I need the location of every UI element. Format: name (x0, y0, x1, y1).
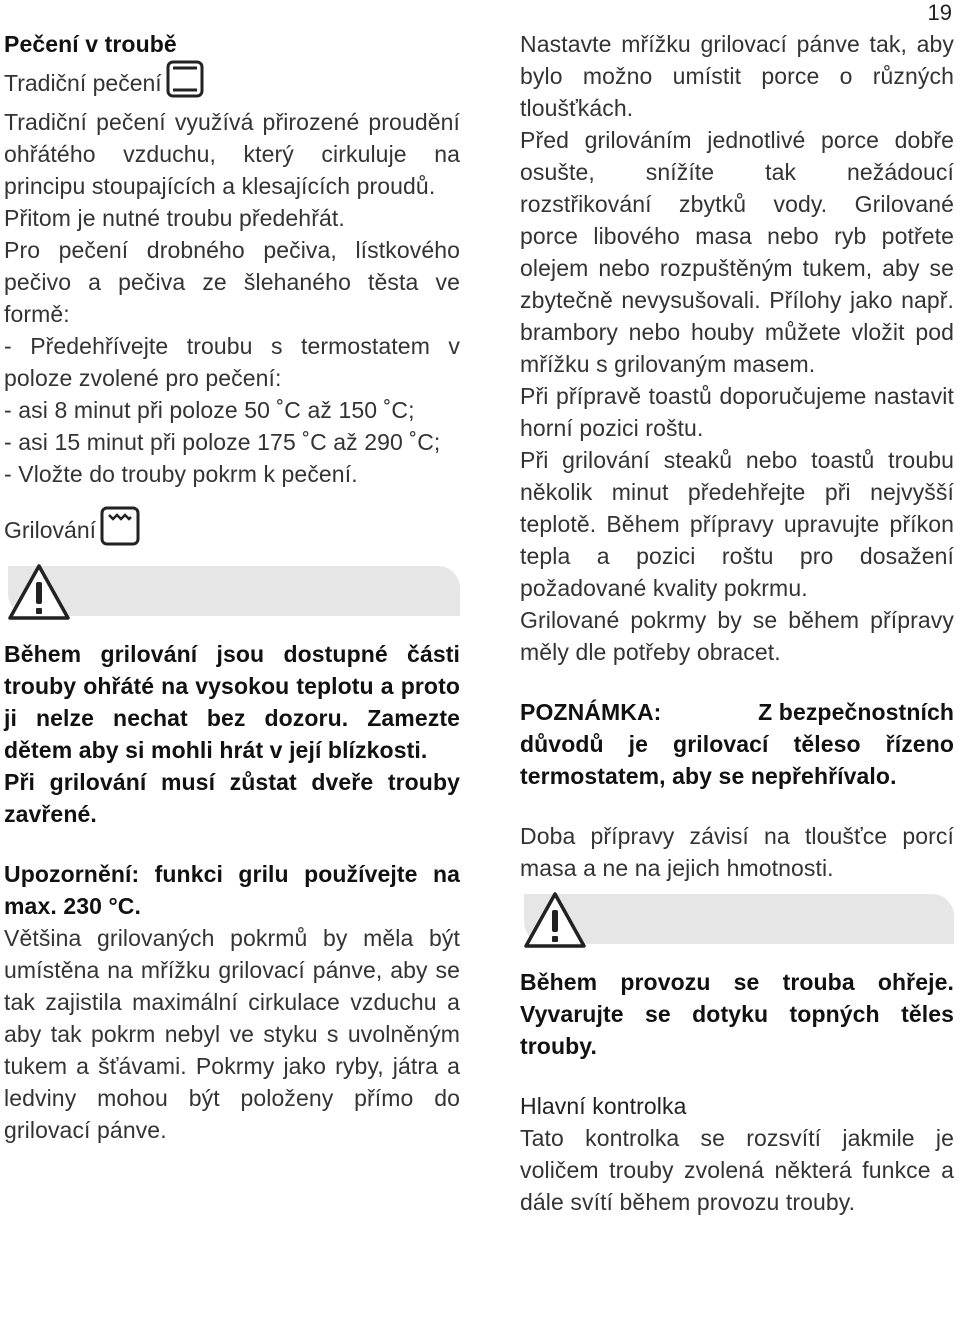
grill-warning-1: Během grilování jsou dostupné části trouby ohřáté na vysokou teplotu a proto ji nelze nechat bez dozoru. Zamezte dětem aby si mohli hrát v její blízkosti. (4, 641, 460, 763)
grill-warning-band (4, 562, 460, 628)
section-heading: Pečení v troubě (4, 31, 177, 57)
right-column (520, 28, 954, 1218)
right-warning: Během provozu se trouba ohřeje. Vyvarujte se dotyku topných těles trouby. (520, 969, 954, 1059)
grill-icon (100, 506, 140, 554)
traditional-heading (4, 60, 460, 106)
traditional-paragraph-2: Přitom je nutné troubu předehřát. (4, 205, 345, 231)
traditional-paragraph-1: Tradiční pečení využívá přirozené proudění ohřátého vzduchu, který cirkuluje na principu stoupajících a klesajících proudů. (4, 109, 460, 199)
list-item-1: - Předehřívejte troubu s termostatem v poloze zvolené pro pečení: (4, 333, 460, 391)
warning-triangle-icon (522, 890, 588, 952)
note-first-line (520, 696, 954, 728)
note-label: POZNÁMKA: (520, 699, 662, 725)
traditional-paragraph-3: Pro pečení drobného pečiva, lístkového pečivo a pečiva ze šlehaného těsta ve formě: (4, 237, 460, 327)
note-text-1: Z bezpečnostních (758, 699, 954, 725)
grill-paragraph: Většina grilovaných pokrmů by měla být umístěna na mřížku grilovací pánve, aby se tak zajistila maximální cirkulace vzduchu a aby tak pokrm nebyl ve styku s uvolněným tukem a šťávami. Pokrmy jako ryby, játra a ledviny mohou být položeny přímo do grilovací pánve. (4, 925, 460, 1143)
right-paragraph-3: Při přípravě toastů doporučujeme nastavit horní pozici roštu. (520, 383, 954, 441)
grill-title: Grilování (4, 517, 97, 543)
right-paragraph-5: Grilované pokrmy by se během přípravy měly dle potřeby obracet. (520, 607, 954, 665)
control-title: Hlavní kontrolka (520, 1093, 687, 1119)
traditional-title: Tradiční pečení (4, 70, 162, 96)
list-item-3: - asi 15 minut při poloze 175 ˚C až 290 ˚C; (4, 429, 441, 455)
grill-caution: Upozornění: funkci grilu používejte na max. 230 °C. (4, 861, 460, 919)
page-number: 19 (927, 0, 952, 25)
right-warning-band (520, 890, 954, 956)
list-item-2: - asi 8 minut při poloze 50 ˚C až 150 ˚C; (4, 397, 415, 423)
warning-triangle-icon (6, 562, 72, 624)
right-paragraph-1: Nastavte mřížku grilovací pánve tak, aby bylo možno umístit porce o různých tloušťkách. (520, 31, 954, 121)
grill-heading (4, 506, 460, 554)
left-column (4, 28, 460, 1146)
traditional-baking-icon (166, 60, 204, 106)
list-item-4: - Vložte do trouby pokrm k pečení. (4, 461, 358, 487)
right-paragraph-2: Před grilováním jednotlivé porce dobře osušte, snížíte tak nežádoucí rozstřikování zbytků vody. Grilované porce libového masa nebo ryb potřete olejem nebo rozpuštěným tukem, aby se zbytečně nevysušovali. Přílohy jako např. brambory nebo houby můžete vložit pod mřížku s grilovaným masem. (520, 127, 954, 377)
note-text-2: důvodů je grilovací těleso řízeno termostatem, aby se nepřehřívalo. (520, 731, 954, 789)
grill-warning-2: Při grilování musí zůstat dveře trouby zavřené. (4, 769, 460, 827)
control-text: Tato kontrolka se rozsvítí jakmile je voličem trouby zvolená některá funkce a dále svítí během provozu trouby. (520, 1125, 954, 1215)
right-paragraph-6: Doba přípravy závisí na tloušťce porcí masa a ne na jejich hmotnosti. (520, 823, 954, 881)
right-paragraph-4: Při grilování steaků nebo toastů troubu několik minut předehřejte při nejvyšší teplotě. Během přípravy upravujte příkon tepla a pozici roštu pro dosažení požadované kvality pokrmu. (520, 447, 954, 601)
